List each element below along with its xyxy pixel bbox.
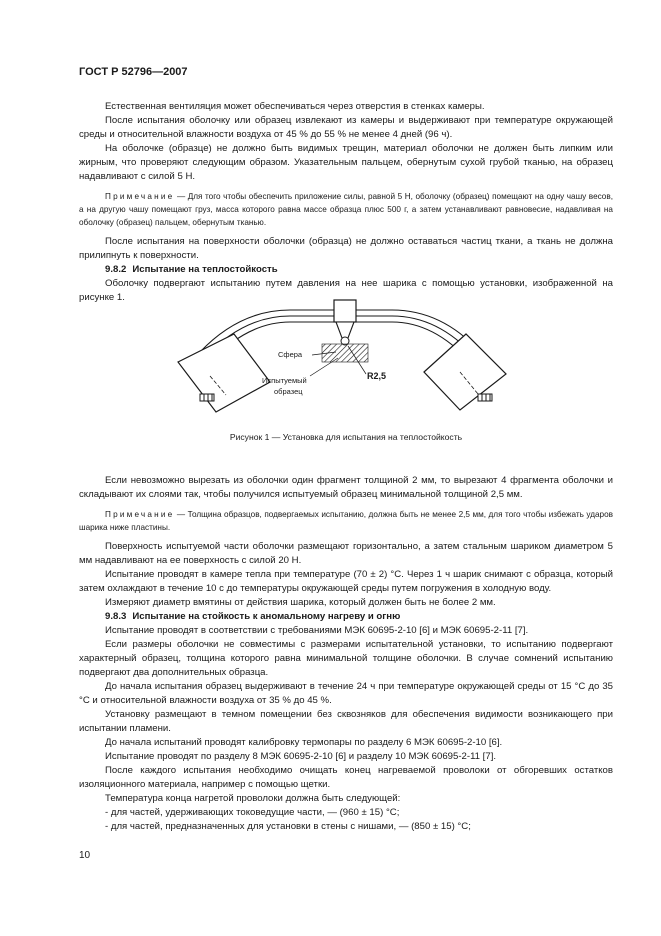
note	[79, 190, 613, 229]
label-radius: R2,5	[367, 371, 387, 381]
paragraph: Испытание проводят в соответствии с требованиями МЭК 60695-2-10 [6] и МЭК 60695-2-11 [7].	[105, 625, 529, 636]
paragraph: После испытания на поверхности оболочки (образца) не должно оставаться частиц ткани, а ткань не должна прилипнуть к поверхности.	[79, 236, 613, 261]
section-number: 9.8.2	[105, 264, 127, 275]
paragraph: Испытание проводят в камере тепла при температуре (70 ± 2) °С. Через 1 ч шарик снимают с образца, который затем охлаждают в течение 10 с до температуры окружающей среды путем погружения в холодную воду.	[79, 569, 613, 594]
section-title: Испытание на теплостойкость	[132, 264, 278, 275]
figure-caption: Рисунок 1 — Установка для испытания на теплостойкость	[229, 432, 463, 442]
heat-resistance-apparatus-figure	[160, 294, 520, 422]
right-weight-block	[424, 334, 506, 410]
document-header: ГОСТ Р 52796—2007	[79, 66, 188, 78]
paragraph: Испытание проводят по разделу 8 МЭК 60695-2-10 [6] и разделу 10 МЭК 60695-2-11 [7].	[105, 751, 497, 762]
paragraph: На оболочке (образце) не должно быть видимых трещин, материал оболочки не должен быть липким или жирным, что проверяют следующим образом. Указательным пальцем, обернутым сухой грубой тканью, на образец надавливают с силой 5 Н.	[79, 143, 613, 182]
section-number: 9.8.3	[105, 611, 127, 622]
paragraph: Оболочку подвергают испытанию путем давления на нее шарика с помощью установки, изображенной на рисунке 1.	[79, 278, 613, 303]
paragraph: До начала испытаний проводят калибровку термопары по разделу 6 МЭК 60695-2-10 [6].	[105, 737, 503, 748]
label-sample-line2: образец	[274, 387, 303, 396]
section-heading	[79, 610, 613, 624]
label-sphere: Сфера	[278, 350, 303, 359]
page-number: 10	[79, 850, 91, 861]
list-item: - для частей, удерживающих токоведущие части, — (960 ± 15) °С;	[105, 807, 400, 818]
text-block-bottom	[79, 474, 613, 834]
list-item: - для частей, предназначенных для установки в стены с нишами, — (850 ± 15) °С;	[105, 821, 471, 832]
paragraph: После испытания оболочку или образец извлекают из камеры и выдерживают при температуре окружающей среды и относительной влажности воздуха от 45 % до 55 % не менее 4 дней (96 ч).	[79, 115, 613, 140]
paragraph: Температура конца нагретой проволоки должна быть следующей:	[105, 793, 401, 804]
note-label: Примечание	[105, 510, 175, 519]
paragraph: До начала испытания образец выдерживают в течение 24 ч при температуре окружающей среды от 15 °С до 35 °С и относительной влажности воздуха от 35 % до 45 %.	[79, 681, 613, 706]
paragraph: Если невозможно вырезать из оболочки один фрагмент толщиной 2 мм, то вырезают 4 фрагмента оболочки и складывают их слоями так, чтобы получился испытуемый образец минимальной толщиной 2,5 мм.	[79, 475, 613, 500]
note	[79, 508, 613, 534]
label-sample-line1: Испытуемый	[262, 376, 307, 385]
paragraph: После каждого испытания необходимо очищать конец нагреваемой проволоки от обгоревших остатков изоляционного материала, например с помощью щетки.	[79, 765, 613, 790]
paragraph: Установку размещают в темном помещении без сквозняков для обеспечения видимости возникающего при испытании пламени.	[79, 709, 613, 734]
paragraph: Поверхность испытуемой части оболочки размещают горизонтально, а затем стальным шариком диаметром 5 мм надавливают на ее поверхность с силой 20 Н.	[79, 541, 613, 566]
section-title: Испытание на стойкость к аномальному нагреву и огню	[132, 611, 401, 622]
note-text: — Толщина образцов, подвергаемых испытанию, должна быть не менее 2,5 мм, для того чтобы избежать ударов шарика ниже пластины.	[79, 510, 613, 532]
left-weight-block	[178, 334, 270, 412]
paragraph: Если размеры оболочки не совместимы с размерами испытательной установки, то испытанию подвергают характерный образец, толщина которого равна минимальной толщине оболочки. В случае сомнений испытанию подвергают два дополнительных образца.	[79, 639, 613, 678]
paragraph: Измеряют диаметр вмятины от действия шарика, который должен быть не более 2 мм.	[105, 597, 496, 608]
note-text: — Для того чтобы обеспечить приложение силы, равной 5 Н, оболочку (образец) помещают на одну чашу весов, а на другую чашу помещают груз, масса которого равна массе образца плюс 500 г, а затем устанавливают равновесие, надавливая на оболочку (образец) пальцем, обернутым тканью.	[79, 192, 613, 227]
pressure-head	[334, 300, 356, 345]
text-block-top	[79, 100, 613, 305]
paragraph: Естественная вентиляция может обеспечиваться через отверстия в стенках камеры.	[105, 101, 485, 112]
section-heading	[79, 263, 613, 277]
note-label: Примечание	[105, 192, 175, 201]
